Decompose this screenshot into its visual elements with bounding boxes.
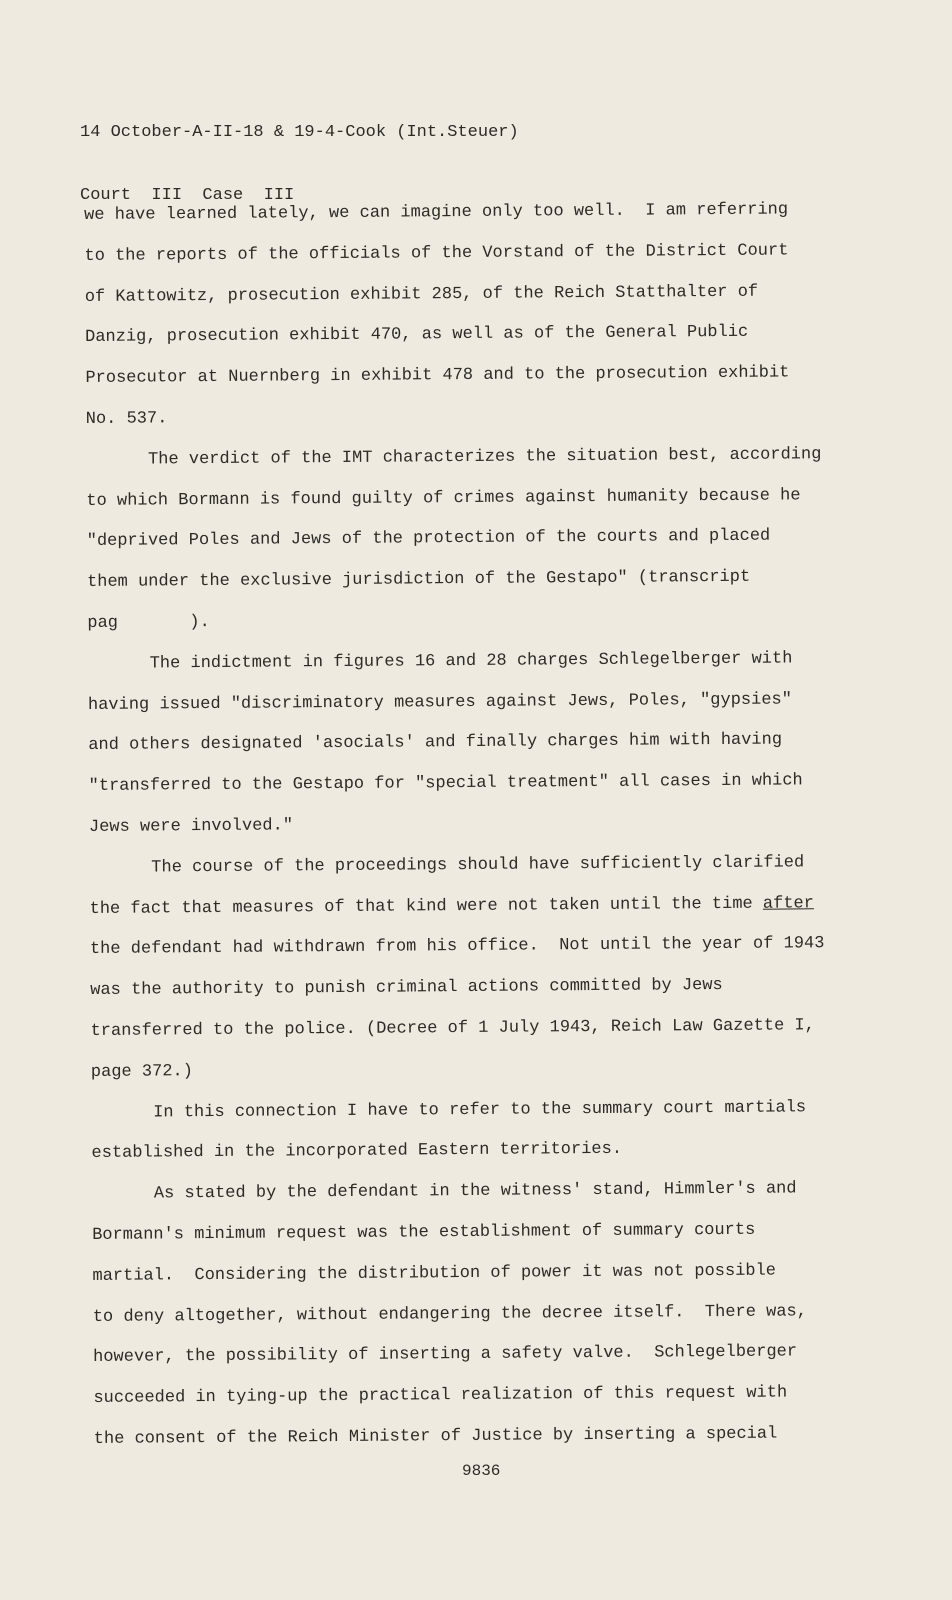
text-line xyxy=(86,435,846,482)
text-line-content: Prosecutor at Nuernberg in exhibit 478 and to the prosecution exhibit xyxy=(85,363,790,389)
text-line xyxy=(87,598,847,645)
text-line-content: to the reports of the officials of the Vorstand of the District Court xyxy=(84,241,789,266)
text-line xyxy=(88,720,848,767)
text-line-content: of Kattowitz, prosecution exhibit 285, of the Reich Statthalter of xyxy=(84,282,759,307)
text-line-content: and others designated 'asocials' and finally charges him with having xyxy=(88,730,783,756)
text-line-content: pag ). xyxy=(87,612,210,633)
text-line xyxy=(93,1332,853,1379)
text-line xyxy=(92,1251,852,1298)
text-line-content: In this connection I have to refer to the summary court martials xyxy=(153,1097,807,1123)
text-line xyxy=(92,1169,852,1216)
text-line xyxy=(90,1006,850,1053)
text-line xyxy=(90,965,850,1012)
text-line xyxy=(85,272,845,319)
text-line-content: The course of the proceedings should have sufficiently clarified xyxy=(151,853,805,878)
text-line-content: "transferred to the Gestapo for "special treatment" all cases in which xyxy=(88,771,803,797)
text-line-content: No. 537. xyxy=(85,409,168,429)
text-line-content: the consent of the Reich Minister of Justice by inserting a special xyxy=(93,1424,778,1449)
text-line-content: we have learned lately, we can imagine only too well. I am referring xyxy=(84,200,789,225)
header-line-2: Court III Case III xyxy=(80,186,295,205)
text-line xyxy=(92,1210,852,1257)
text-line-content: martial. Considering the distribution of power it was not possible xyxy=(92,1261,777,1286)
underlined-word: after xyxy=(762,893,814,914)
text-line-content: to which Bormann is found guilty of crimes against humanity because he xyxy=(86,485,801,511)
text-line-content: The indictment in figures 16 and 28 charges Schlegelberger with xyxy=(149,649,793,674)
text-line xyxy=(88,680,848,727)
text-line-content: transferred to the police. (Decree of 1 July 1943, Reich Law Gazette I, xyxy=(90,1016,815,1041)
text-line xyxy=(89,843,849,890)
text-line xyxy=(89,884,849,931)
text-line-content: was the authority to punish criminal actions committed by Jews xyxy=(90,976,723,1001)
text-line xyxy=(94,1414,854,1461)
text-line xyxy=(93,1292,853,1339)
text-line xyxy=(88,639,848,686)
text-line-content: the fact that measures of that kind were not taken until the time xyxy=(89,894,763,919)
text-line-content: the defendant had withdrawn from his office. Not until the year of 1943 xyxy=(89,934,825,960)
text-line-content: them under the exclusive jurisdiction of the Gestapo" (transcript xyxy=(86,567,751,593)
text-line-content: having issued "discriminatory measures against Jews, Poles, "gypsies" xyxy=(87,690,792,715)
text-line-content: to deny altogether, without endangering the decree itself. There was, xyxy=(92,1301,807,1327)
text-line xyxy=(86,394,846,441)
text-line xyxy=(87,516,847,563)
document-body xyxy=(84,190,854,1461)
text-line xyxy=(91,1088,851,1135)
text-line xyxy=(88,761,848,808)
text-line xyxy=(86,476,846,523)
text-line-content: As stated by the defendant in the witness' stand, Himmler's and xyxy=(153,1179,797,1204)
text-line-content: "deprived Poles and Jews of the protection of the courts and placed xyxy=(86,526,771,552)
text-line-content: The verdict of the IMT characterizes the situation best, according xyxy=(147,444,822,470)
text-line xyxy=(84,190,844,237)
text-line-content: Bormann's minimum request was the establishment of summary courts xyxy=(92,1220,756,1245)
text-line-content: established in the incorporated Eastern territories. xyxy=(91,1140,623,1164)
header-line-1: 14 October-A-II-18 & 19-4-Cook (Int.Steuer) xyxy=(80,123,519,142)
text-line-content: however, the possibility of inserting a safety valve. Schlegelberger xyxy=(93,1342,798,1368)
text-line xyxy=(91,1047,851,1094)
text-line xyxy=(90,924,850,971)
text-line xyxy=(85,312,845,359)
text-line xyxy=(85,353,845,400)
text-line-content: page 372.) xyxy=(90,1061,193,1082)
text-line xyxy=(84,231,844,278)
text-line-content: Danzig, prosecution exhibit 470, as well as of the General Public xyxy=(85,323,749,348)
text-line-content: Jews were involved." xyxy=(88,816,294,837)
text-line xyxy=(87,557,847,604)
text-line xyxy=(91,1128,851,1175)
text-line xyxy=(89,802,849,849)
page-number: 9836 xyxy=(462,1462,501,1480)
text-line-content: succeeded in tying-up the practical realization of this request with xyxy=(93,1383,788,1409)
text-line xyxy=(93,1373,853,1420)
